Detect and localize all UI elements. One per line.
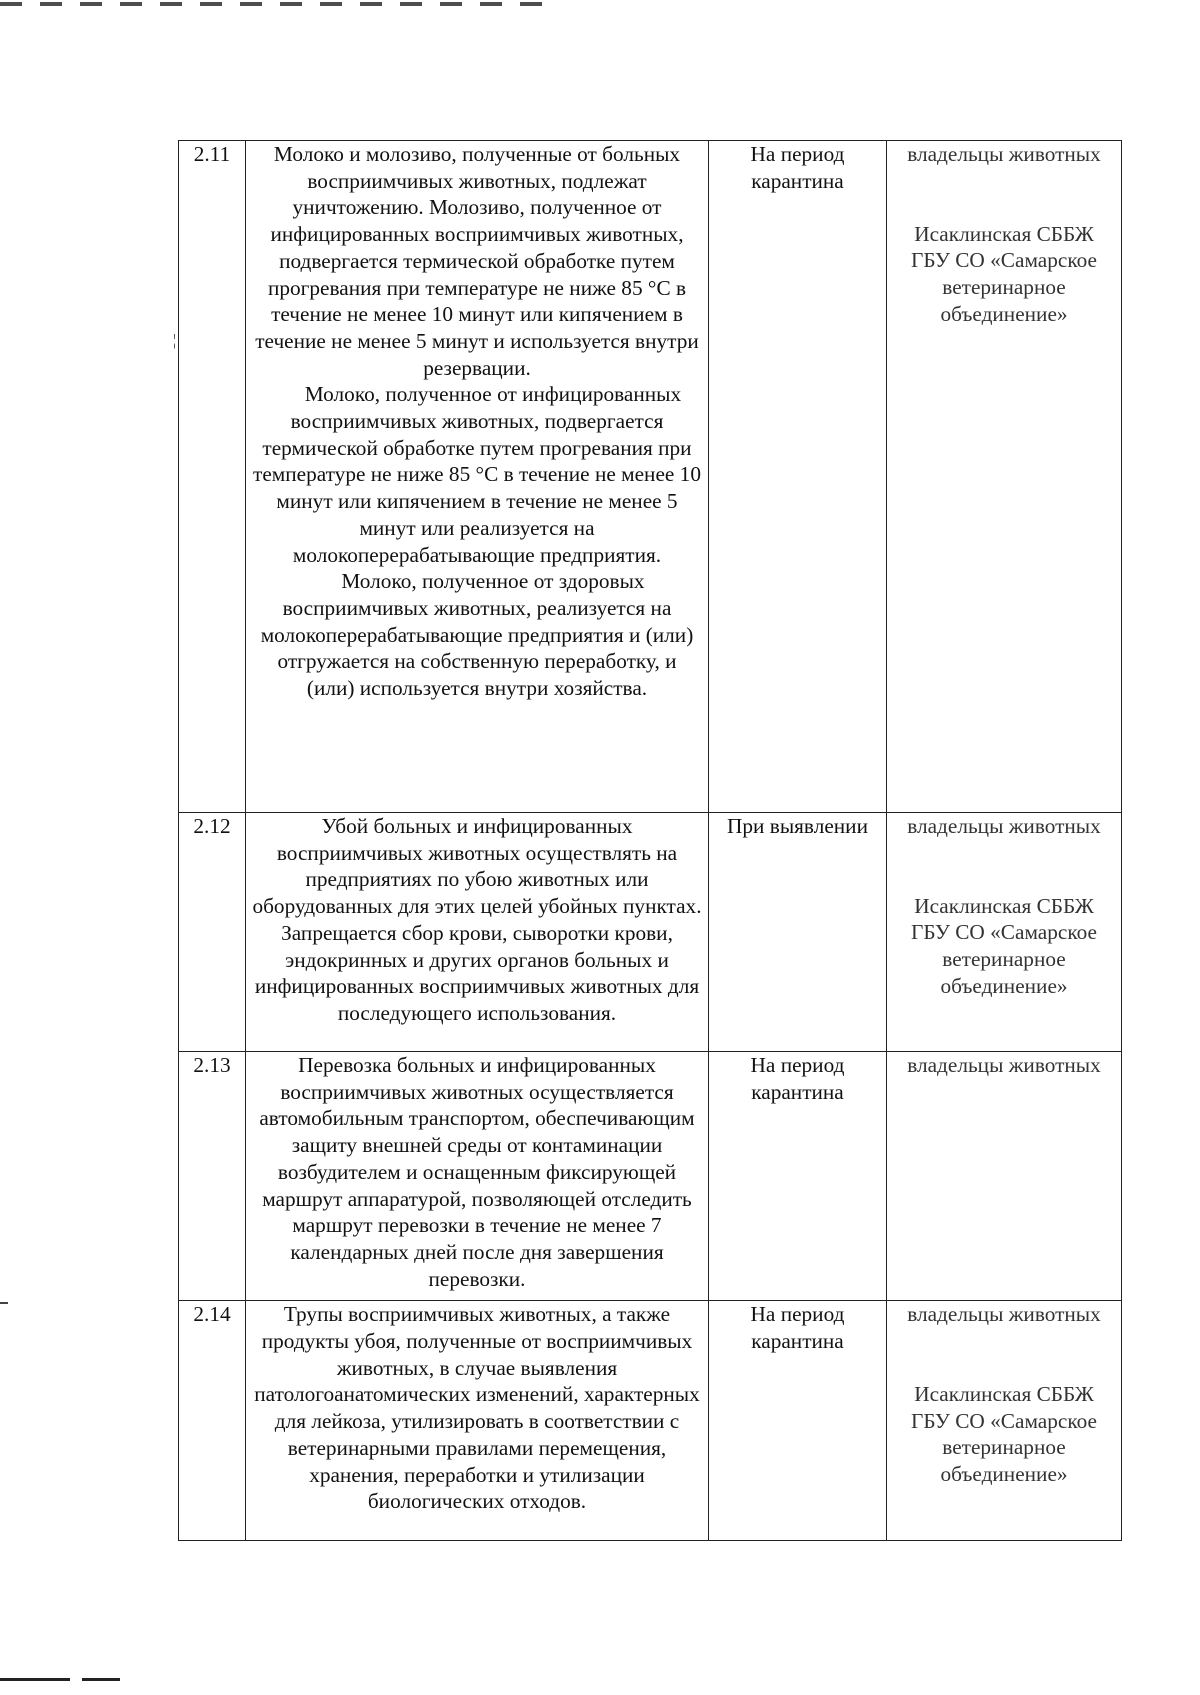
scan-artifact-edge (0, 1302, 8, 1304)
row-number: 2.13 (179, 1052, 246, 1301)
responsible-owner: владельцы животных (907, 1053, 1101, 1077)
responsible-owner: владельцы животных (907, 1302, 1101, 1327)
row-number: 2.12 (179, 813, 246, 1052)
measure-paragraph: Убой больных и инфицированных восприимчивых животных осуществлять на предприятиях по убою животных или оборудованных для этих целей убойных пунктах. Запрещается сбор крови, сыворотки крови, эндокринных и других органов больных и инфицированных восприимчивых животных для последующего использования. (252, 814, 702, 1025)
table-row (179, 141, 1122, 813)
measures-table (178, 140, 1122, 1541)
responsible-owner: владельцы животных (907, 814, 1101, 838)
responsible-owner: владельцы животных (907, 142, 1101, 166)
table-row (179, 813, 1122, 1052)
measure-paragraph: Перевозка больных и инфицированных восприимчивых животных осуществляется автомобильным транспортом, обеспечивающим защиту внешней среды от контаминации возбудителем и оснащенным фиксирующей маршрут аппаратурой, позволяющей отследить маршрут перевозки в течение не менее 7 календарных дней после дня завершения перевозки. (259, 1053, 695, 1291)
term-cell: При выявлении (709, 813, 887, 1052)
measure-paragraph: Трупы восприимчивых животных, а также продукты убоя, полученные от восприимчивых животных, в случае выявления патологоанатомических изменений, характерных для лейкоза, утилизировать в соответствии с ветеринарными правилами перемещения, хранения, переработки и утилизации биологических отходов. (254, 1302, 700, 1514)
measure-text (246, 813, 709, 1052)
table-row (179, 1301, 1122, 1541)
measure-paragraph: Молоко и молозиво, полученные от больных восприимчивых животных, подлежат уничтожению. Молозиво, полученное от инфицированных восприимчивых животных, подвергается термической обработке путем прогревания при температуре не ниже 85 °С в течение не менее 10 минут или кипячением в течение не менее 5 минут и используется внутри резервации. (255, 142, 699, 380)
responsible-org: Исаклинская СББЖ ГБУ СО «Самарское ветеринарное объединение» (911, 893, 1097, 998)
term-cell: На период карантина (709, 141, 887, 813)
scan-artifact-top (0, 2, 560, 6)
responsible-cell (887, 1052, 1122, 1301)
responsible-org: Исаклинская СББЖ ГБУ СО «Самарское ветеринарное объединение» (911, 221, 1097, 326)
measure-paragraph: Молоко, полученное от инфицированных восприимчивых животных, подвергается термической обработке путем прогревания при температуре не ниже 85 °С в течение не менее 10 минут или кипячением в течение не менее 5 минут или реализуется на молокоперерабатывающие предприятия. (253, 382, 701, 567)
scan-artifact-bottom (0, 1678, 120, 1681)
row-number: 2.14 (179, 1301, 246, 1541)
table-row (179, 1052, 1122, 1301)
responsible-org: Исаклинская СББЖ ГБУ СО «Самарское ветеринарное объединение» (911, 1382, 1097, 1487)
responsible-cell (887, 1301, 1122, 1541)
term-cell: На период карантина (709, 1052, 887, 1301)
measure-text (246, 141, 709, 813)
responsible-cell (887, 813, 1122, 1052)
measure-text (246, 1301, 709, 1541)
term-cell: На период карантина (709, 1301, 887, 1541)
responsible-cell (887, 141, 1122, 813)
measure-text (246, 1052, 709, 1301)
measure-paragraph: Молоко, полученное от здоровых восприимчивых животных, реализуется на молокоперерабатывающие предприятия и (или) отгружается на собственную переработку, и (или) используется внутри хозяйства. (260, 569, 694, 701)
margin-mark: ¦ (173, 332, 177, 349)
row-number: 2.11 (179, 141, 246, 813)
